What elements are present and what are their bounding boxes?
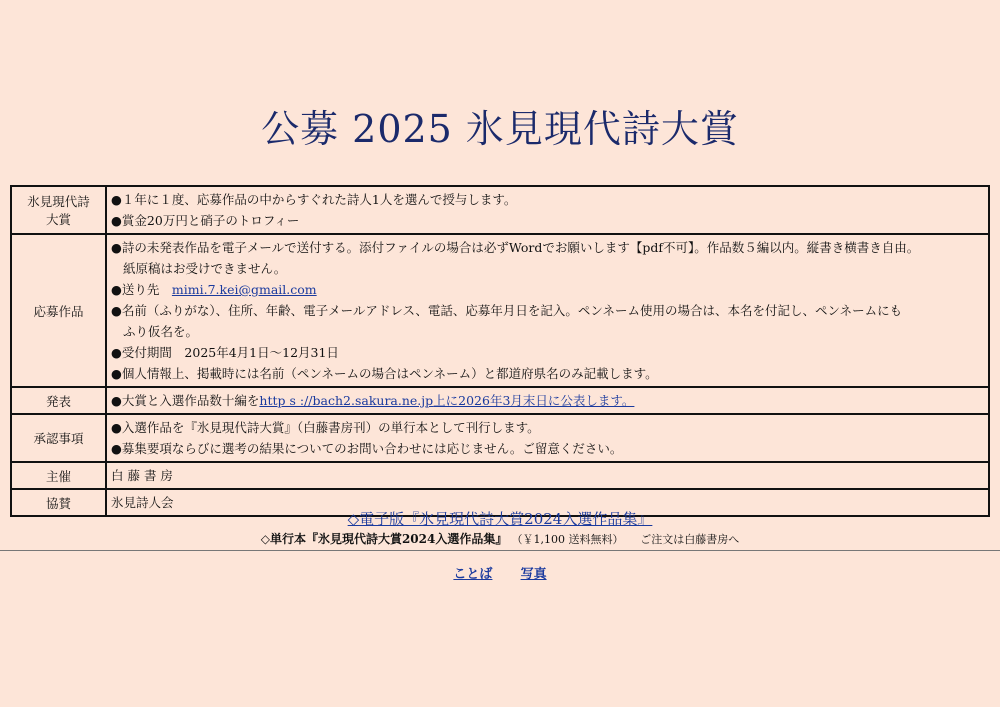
approval-head: 承認事項 bbox=[11, 414, 106, 462]
entry-line-1: ●詩の未発表作品を電子メールで送付する。添付ファイルの場合は必ずWordでお願いします【pdf不可】。作品数５編以内。縦書き横書き自由。 bbox=[111, 240, 920, 255]
contest-info-table bbox=[10, 185, 990, 517]
approval-line-1: ●入選作品を『氷見現代詩大賞』（白藤書房刊）の単行本として刊行します。 bbox=[111, 420, 540, 435]
announce-body bbox=[106, 387, 989, 414]
entry-period: ●受付期間 2025年4月1日～12月31日 bbox=[111, 345, 339, 360]
support-head: 協賛 bbox=[11, 489, 106, 516]
support-value: 氷見詩人会 bbox=[106, 489, 989, 516]
entry-head: 応募作品 bbox=[11, 234, 106, 387]
footer-link-words[interactable]: ことば bbox=[453, 567, 493, 582]
entry-privacy: ●個人情報上、掲載時には名前（ペンネームの場合はペンネーム）と都道府県名のみ記載します。 bbox=[111, 366, 658, 381]
book-order: ご注文は白藤書房へ bbox=[640, 533, 740, 546]
entry-line-3b: ふり仮名を。 bbox=[123, 324, 199, 339]
host-value: 白 藤 書 房 bbox=[106, 462, 989, 489]
award-line-1: ●１年に１度、応募作品の中からすぐれた詩人1人を選んで授与します。 bbox=[111, 192, 517, 207]
entry-send bbox=[111, 279, 984, 300]
announce-url: http s ://bach2.sakura.ne.jp bbox=[259, 393, 434, 408]
ebook-link[interactable]: ◇電子版『氷見現代詩大賞2024入選作品集』 bbox=[347, 510, 653, 528]
row-approval bbox=[11, 414, 989, 462]
announce-head: 発表 bbox=[11, 387, 106, 414]
award-head-line1: 氷見現代詩 bbox=[27, 194, 90, 209]
award-body bbox=[106, 186, 989, 234]
page-title: 公募 2025 氷見現代詩大賞 bbox=[261, 107, 739, 151]
send-prefix: ●送り先 bbox=[111, 282, 172, 297]
award-head-line2: 大賞 bbox=[45, 212, 71, 227]
announce-suffix: 上に2026年3月末日に公表します。 bbox=[433, 393, 635, 408]
ebook-link-wrap bbox=[0, 508, 1000, 529]
entry-body bbox=[106, 234, 989, 387]
award-line-2: ●賞金20万円と硝子のトロフィー bbox=[111, 213, 300, 228]
announce-prefix: ●大賞と入選作品数十編を bbox=[111, 393, 260, 408]
row-host bbox=[11, 462, 989, 489]
announce-link[interactable] bbox=[259, 393, 634, 408]
row-award bbox=[11, 186, 989, 234]
footer-nav bbox=[0, 563, 1000, 582]
book-info bbox=[0, 530, 1000, 547]
host-head: 主催 bbox=[11, 462, 106, 489]
book-title: ◇単行本『氷見現代詩大賞2024入選作品集』 bbox=[260, 532, 508, 546]
footer-link-photos[interactable]: 写真 bbox=[520, 567, 547, 582]
entry-line-1b: 紙原稿はお受けできません。 bbox=[123, 261, 287, 276]
award-head bbox=[11, 186, 106, 234]
approval-body bbox=[106, 414, 989, 462]
divider bbox=[0, 550, 1000, 551]
row-entry bbox=[11, 234, 989, 387]
entry-line-3: ●名前（ふりがな）、住所、年齢、電子メールアドレス、電話、応募年月日を記入。ペンネーム使用の場合は、本名を付記し、ペンネームにも bbox=[111, 303, 903, 318]
book-price: （￥1,100 送料無料） bbox=[511, 533, 624, 546]
email-link[interactable]: mimi.7.kei@gmail.com bbox=[171, 282, 317, 297]
row-announce bbox=[11, 387, 989, 414]
approval-line-2: ●募集要項ならびに選考の結果についてのお問い合わせには応じません。ご留意ください。 bbox=[111, 441, 623, 456]
